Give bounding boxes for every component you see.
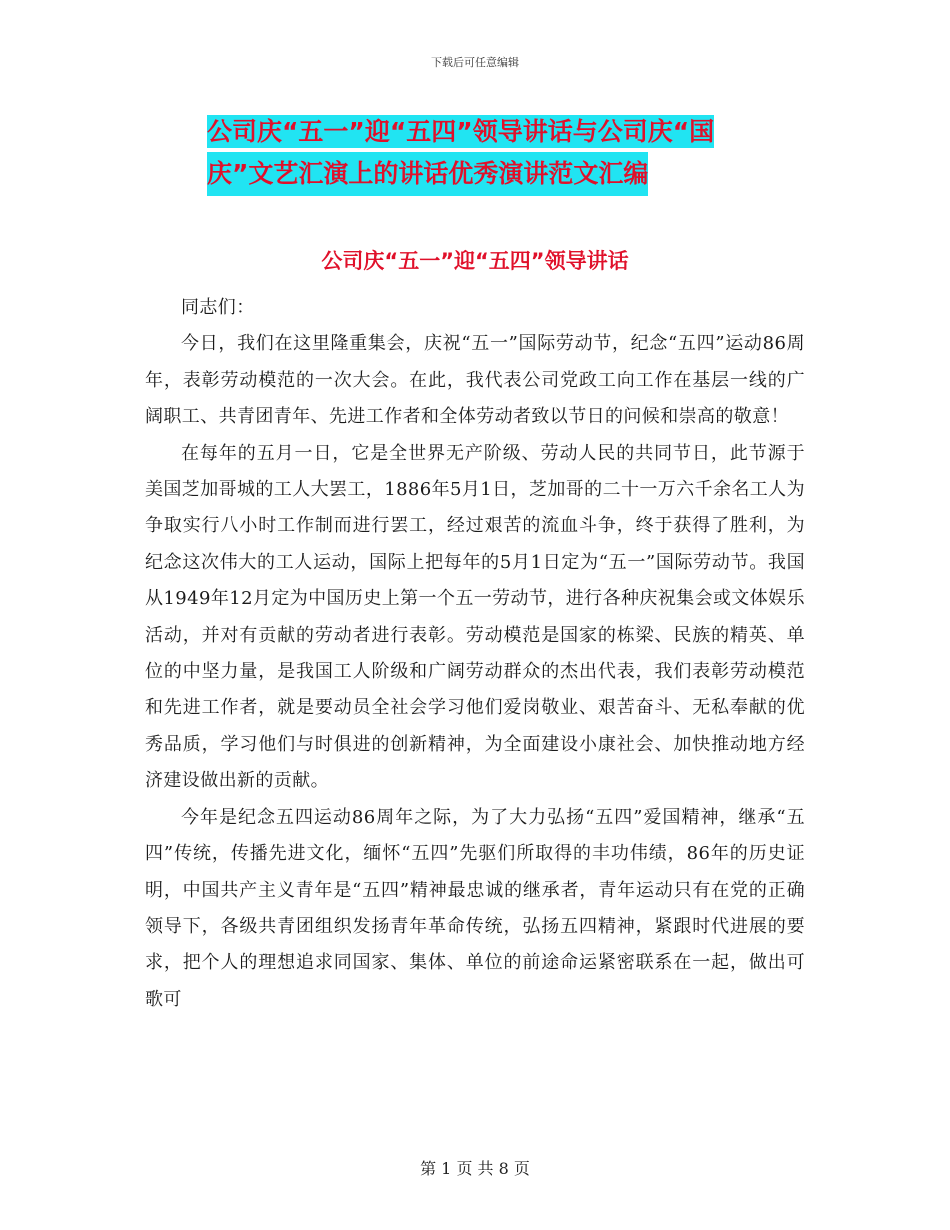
page-footer: 第 1 页 共 8 页 [420, 1159, 530, 1178]
section-title: 公司庆“五一”迎“五四”领导讲话 [321, 249, 629, 273]
title-line-2: 庆”文艺汇演上的讲话优秀演讲范文汇编 [207, 152, 648, 196]
body-text [145, 290, 805, 1018]
document-title [207, 112, 807, 196]
body-paragraph: 今日，我们在这里隆重集会，庆祝“五一”国际劳动节，纪念“五四”运动86周年，表彰劳动模范的一次大会。在此，我代表公司党政工向工作在基层一线的广阔职工、共青团青年、先进工作者和全体劳动者致以节日的问候和崇高的敬意！ [145, 333, 805, 428]
title-line-1: 公司庆“五一”迎“五四”领导讲话与公司庆“国 [207, 117, 715, 146]
header-note: 下载后可任意编辑 [431, 56, 519, 69]
body-paragraph: 今年是纪念五四运动86周年之际，为了大力弘扬“五四”爱国精神，继承“五四”传统，传播先进文化，缅怀“五四”先驱们所取得的丰功伟绩，86年的历史证明，中国共产主义青年是“五四”精神最忠诚的继承者，青年运动只有在党的正确领导下，各级共青团组织发扬青年革命传统，弘扬五四精神，紧跟时代进展的要求，把个人的理想追求同国家、集体、单位的前途命运紧密联系在一起，做出可歌可 [145, 806, 805, 1010]
body-paragraph: 在每年的五月一日，它是全世界无产阶级、劳动人民的共同节日，此节源于美国芝加哥城的工人大罢工，1886年5月1日，芝加哥的二十一万六千余名工人为争取实行八小时工作制而进行罢工，经过艰苦的流血斗争，终于获得了胜利，为纪念这次伟大的工人运动，国际上把每年的5月1日定为“五一”国际劳动节。我国从1949年12月定为中国历史上第一个五一劳动节，进行各种庆祝集会或文体娱乐活动，并对有贡献的劳动者进行表彰。劳动模范是国家的栋梁、民族的精英、单位的中坚力量，是我国工人阶级和广阔劳动群众的杰出代表，我们表彰劳动模范和先进工作者，就是要动员全社会学习他们爱岗敬业、艰苦奋斗、无私奉献的优秀品质，学习他们与时俱进的创新精神，为全面建设小康社会、加快推动地方经济建设做出新的贡献。 [145, 442, 805, 792]
salutation-paragraph: 同志们： [181, 297, 255, 318]
